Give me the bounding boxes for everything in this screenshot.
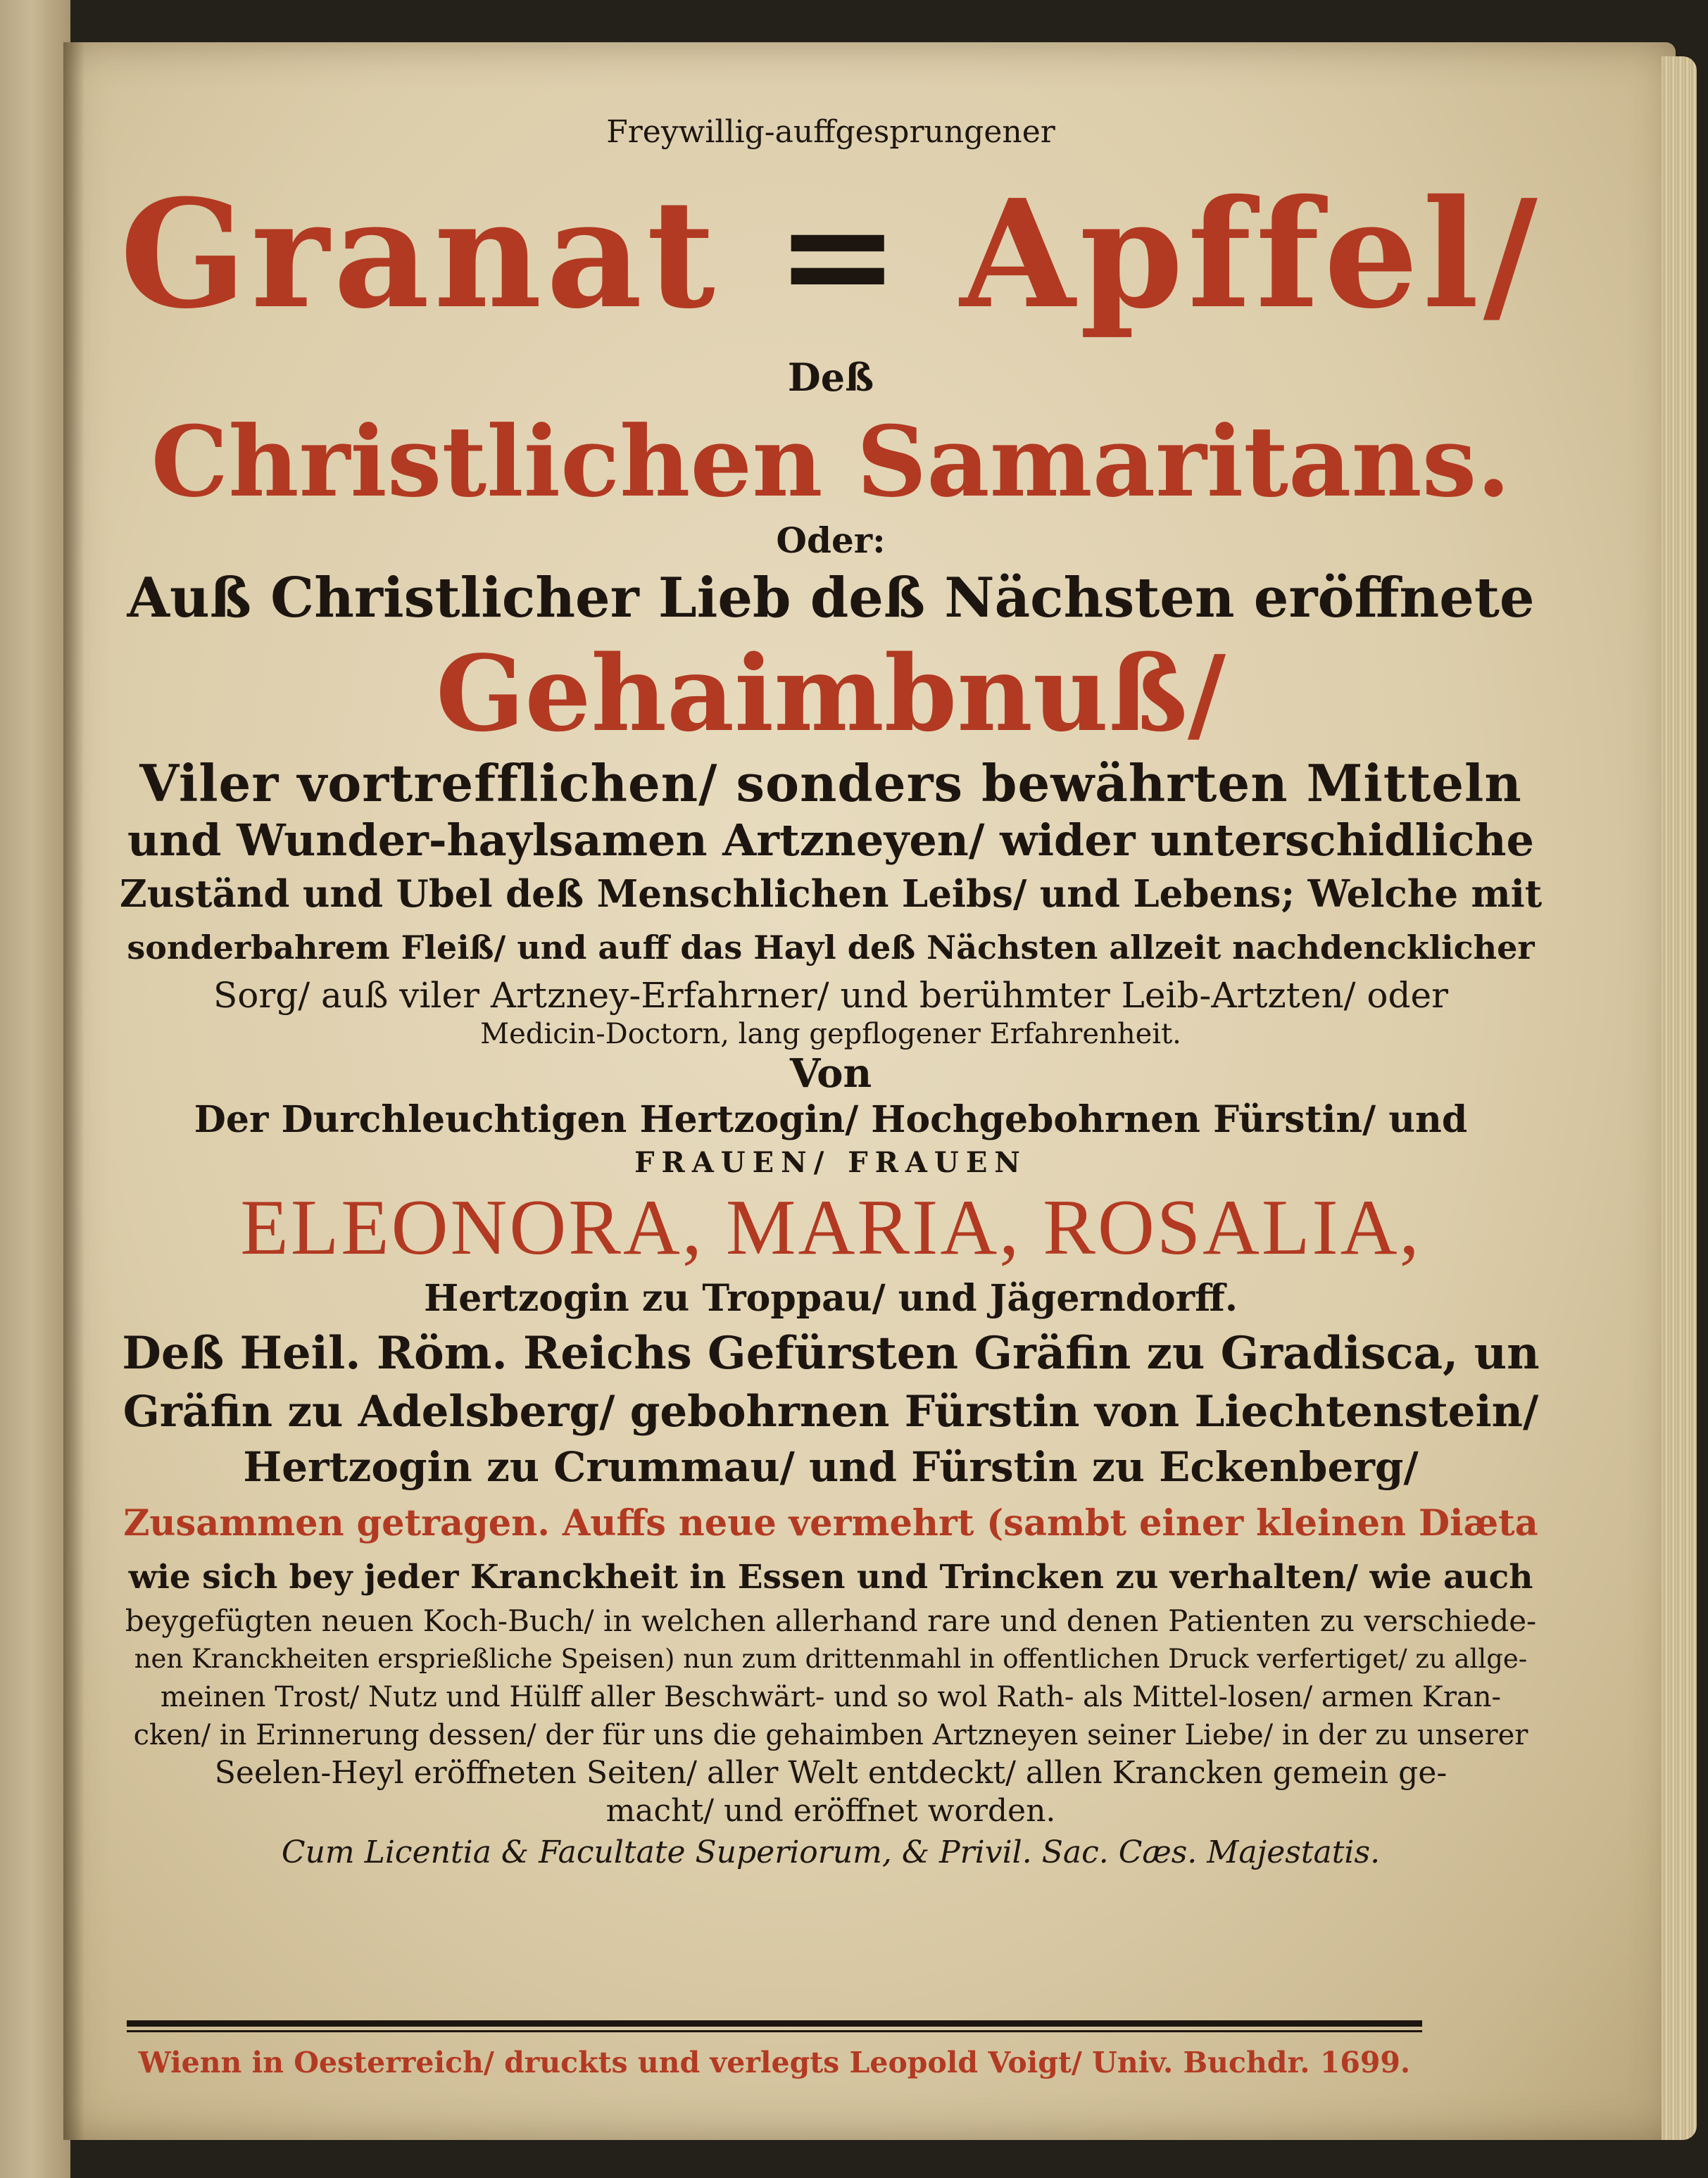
der-line: Der Durchleuchtigen Hertzogin/ Hochgebohrnen Fürstin/ und — [194, 1098, 1468, 1141]
background-cloth — [0, 0, 70, 2178]
dess-line: Deß Heil. Röm. Reichs Gefürsten Gräfin zu Gradisca, un — [122, 1327, 1540, 1380]
frauen-line: FRAUEN/ FRAUEN — [634, 1146, 1027, 1179]
wie-line-1: wie sich bey jeder Kranckheit in Essen und Trincken zu verhalten/ wie auch — [128, 1558, 1533, 1597]
hertzogin-line: Hertzogin zu Troppau/ und Jägerndorff. — [424, 1277, 1238, 1320]
des-line: Deß — [787, 355, 874, 400]
body-line-3: Zuständ und Ubel deß Menschlichen Leibs/ und Lebens; Welche mit — [120, 872, 1543, 916]
main-title-part1: Granat — [120, 167, 720, 341]
body-line-4: sonderbahrem Fleiß/ und auff das Hayl deß Nächsten allzeit nachdencklicher — [127, 929, 1535, 967]
subtitle-part1: Christlichen — [151, 404, 823, 519]
name-line: ELEONORA, MARIA, ROSALIA, — [240, 1184, 1421, 1271]
wie-line-6: Seelen-Heyl eröffneten Seiten/ aller Welt entdeckt/ allen Krancken gemein ge- — [214, 1755, 1448, 1791]
page-edges — [1662, 56, 1697, 2140]
imprint-line: Wienn in Oesterreich/ druckts und verlegts Leopold Voigt/ Univ. Buchdr. 1699. — [138, 2046, 1411, 2079]
body-line-2: und Wunder-haylsamen Artzneyen/ wider unterschidliche — [127, 814, 1534, 866]
wie-line-7: macht/ und eröffnet worden. — [605, 1793, 1056, 1829]
horizontal-rule — [127, 2020, 1422, 2032]
cum-licentia-line: Cum Licentia & Facultate Superiorum, & Privil. Sac. Cæs. Majestatis. — [281, 1834, 1381, 1870]
subtitle-part2: Samaritans. — [856, 404, 1511, 519]
wie-line-2: beygefügten neuen Koch-Buch/ in welchen allerhand rare und denen Patienten zu verschiede- — [125, 1604, 1537, 1638]
oder-line: Oder: — [776, 520, 886, 561]
main-title: Granat = Apffel/ — [120, 167, 1542, 341]
zusammen-line: Zusammen getragen. Auffs neue vermehrt (sambt einer kleinen Diæta — [123, 1502, 1538, 1544]
body-line-5: Sorg/ auß viler Artzney-Erfahrner/ und berühmter Leib-Artzten/ oder — [213, 975, 1448, 1016]
geheimnuss-line: Gehaimbnuß/ — [435, 632, 1226, 755]
main-title-part2: Apffel/ — [960, 167, 1542, 341]
wie-line-4: meinen Trost/ Nutz und Hülff aller Beschwärt- und so wol Rath- als Mittel-losen/ armen Kran- — [160, 1681, 1502, 1713]
auss-line: Auß Christlicher Lieb deß Nächsten eröffnete — [127, 566, 1535, 630]
title-page-text — [120, 113, 1542, 1875]
intro-line: Freywillig-auffgesprungener — [606, 114, 1055, 150]
von-line: Von — [789, 1050, 872, 1097]
spine-shadow — [63, 42, 84, 2140]
body-line-1: Viler vortrefflichen/ sonders bewährten Mitteln — [139, 753, 1522, 813]
subtitle — [120, 405, 1542, 518]
hertzogin2-line: Hertzogin zu Crummau/ und Fürstin zu Eckenberg/ — [243, 1443, 1419, 1491]
graefin-line: Gräfin zu Adelsberg/ gebohrnen Fürstin von Liechtenstein/ — [123, 1387, 1539, 1437]
wie-line-3: nen Kranckheiten ersprießliche Speisen) nun zum drittenmahl in offentlichen Druck verfertiget/ zu allge- — [134, 1644, 1528, 1674]
body-line-6: Medicin-Doctorn, lang gepflogener Erfahrenheit. — [480, 1018, 1181, 1050]
wie-line-5: cken/ in Erinnerung dessen/ der für uns die gehaimben Artzneyen seiner Liebe/ in der zu unserer — [133, 1719, 1528, 1751]
